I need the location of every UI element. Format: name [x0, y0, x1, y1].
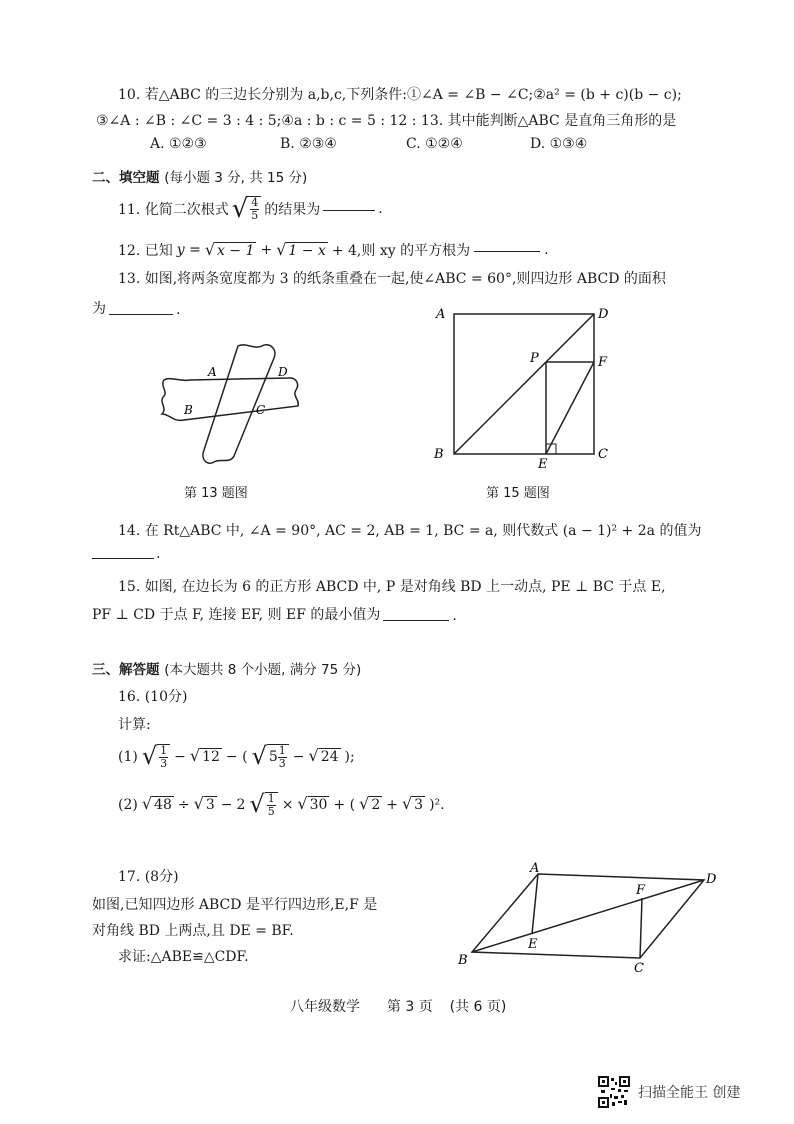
q16-p1-label: (1): [118, 748, 138, 765]
figure-17: [454, 858, 724, 978]
fig17-label-c: C: [634, 961, 644, 976]
q14-line2: [92, 546, 160, 562]
fig15-label-b: B: [434, 447, 444, 462]
q12-end: .: [544, 242, 549, 258]
q11-num: 4: [251, 196, 259, 210]
q16-part1: (1) √ $\frac{1}{3}$ − √ 12 − ( √ 5 $\frac{1}{3}$ − √ 24 );: [118, 742, 355, 770]
q10-option-c: C. ①②④: [406, 136, 463, 152]
q13-line2-prefix: 为: [92, 301, 106, 317]
fig17-label-b: B: [458, 953, 468, 968]
page-footer: [290, 996, 506, 1016]
q14-end: .: [156, 546, 161, 562]
q10-option-d: D. ①③④: [530, 136, 588, 152]
q11-end: .: [378, 201, 383, 217]
fig15-label-a: A: [436, 307, 446, 322]
q12-answer-blank: [474, 249, 540, 252]
fig15-label-e: E: [538, 457, 548, 470]
fig15-label-p: P: [530, 351, 539, 366]
q11: [118, 196, 383, 222]
fig13-label-b: B: [184, 403, 193, 417]
q17-line1: 如图,已知四边形 ABCD 是平行四边形,E,F 是: [92, 897, 378, 913]
q13-line1: 13. 如图,将两条宽度都为 3 的纸条重叠在一起,使∠ABC = 60°,则四边形 ABCD 的面积: [118, 271, 666, 287]
q16-head: 16. (10分): [118, 689, 188, 705]
fig17-label-a: A: [530, 861, 540, 876]
q15-end: .: [452, 608, 457, 624]
q16-p1-radical-12: 12: [202, 749, 220, 766]
footer-total: (共 6 页): [449, 999, 507, 1015]
q16-p1-mixed-num: 1: [278, 744, 286, 757]
q16-p1-frac-den: 3: [160, 756, 168, 770]
q13-end: .: [176, 302, 181, 318]
q11-suffix: 的结果为: [264, 202, 321, 218]
section-answer-title: [92, 658, 361, 678]
q16-intro: 计算:: [118, 717, 151, 733]
q11-prefix: 11. 化简二次根式: [118, 202, 229, 218]
section-fill-in-title: [92, 166, 307, 186]
fig15-label-c: C: [598, 447, 608, 462]
fig13-caption: 第 13 题图: [184, 486, 248, 501]
fig15-label-d: D: [598, 307, 609, 322]
q17-line2: 对角线 BD 上两点,且 DE = BF.: [92, 923, 294, 939]
q10-option-a: A. ①②③: [150, 136, 207, 152]
q12: 12. 已知 y = √ x − 1 + √ 1 − x + 4,则 xy 的平方根为 .: [118, 239, 549, 259]
fig17-label-e: E: [528, 937, 538, 952]
q16-p2-frac-num: 1: [267, 792, 275, 805]
q11-radical: √ $\frac{4}{5}$: [232, 196, 262, 222]
footer-subject: 八年级数学: [290, 999, 360, 1015]
q13-line2: [92, 298, 180, 318]
q16-p1-mixed-den: 3: [278, 756, 286, 770]
q16-p2-radical-48: 48: [154, 797, 172, 814]
q16-p1-frac-num: 1: [160, 744, 168, 757]
q13-answer-blank: [109, 312, 173, 315]
fig13-label-a: A: [208, 365, 217, 379]
fig17-label-f: F: [636, 883, 646, 898]
q12-tail: + 4,则 xy 的平方根为: [331, 243, 471, 259]
q12-radical-1: x − 1: [217, 242, 255, 259]
figure-15: [426, 300, 626, 470]
fig15-label-f: F: [598, 355, 608, 370]
section2-title: 二、填空题: [92, 170, 160, 186]
q16-p2-radical-3: 3: [205, 797, 215, 814]
scanner-watermark: [598, 1076, 740, 1108]
q17-head: 17. (8分): [118, 869, 179, 885]
q10-option-b: B. ②③④: [280, 136, 337, 152]
q12-prefix: 12. 已知: [118, 243, 173, 259]
q10-line1: 10. 若△ABC 的三边长分别为 a,b,c,下列条件:①∠A = ∠B − ∠C;②a² = (b + c)(b − c);: [118, 87, 682, 103]
q16-p1-end: );: [344, 748, 355, 765]
fig17-label-d: D: [706, 872, 717, 887]
q11-den: 5: [251, 209, 259, 222]
q16-p2-frac-den: 5: [267, 804, 275, 818]
q15-line1: 15. 如图, 在边长为 6 的正方形 ABCD 中, P 是对角线 BD 上一动点, PE ⊥ BC 于点 E,: [118, 579, 666, 595]
fig15-caption: 第 15 题图: [486, 486, 550, 501]
q16-p1-radical-24: 24: [320, 749, 339, 766]
q10-line2: ③∠A : ∠B : ∠C = 3 : 4 : 5;④a : b : c = 5 : 12 : 13. 其中能判断△ABC 是直角三角形的是: [96, 113, 677, 129]
fig13-label-c: C: [256, 403, 266, 417]
q14-answer-blank: [92, 556, 154, 559]
q16-p2-radical-2: 2: [371, 797, 381, 814]
q17-line3: 求证:△ABE≌△CDF.: [118, 949, 249, 965]
q16-part2: (2) √ 48 ÷ √ 3 − 2 √ $\frac{1}{5}$ × √ 30 + ( √ 2 + √ 3 )².: [118, 790, 445, 818]
q16-p2-radical-30: 30: [309, 797, 328, 814]
footer-page: 第 3 页: [386, 999, 433, 1015]
section3-title: 三、解答题: [92, 662, 160, 678]
figure-13: [150, 338, 310, 468]
q16-p2-radical-3b: 3: [414, 797, 424, 814]
fig13-label-d: D: [278, 365, 288, 379]
q14-line1: 14. 在 Rt△ABC 中, ∠A = 90°, AC = 2, AB = 1, BC = a, 则代数式 (a − 1)² + 2a 的值为: [118, 523, 702, 539]
q15-line2: [92, 604, 457, 624]
q15-answer-blank: [383, 618, 449, 621]
qr-code-icon: [598, 1076, 630, 1108]
q16-p2-label: (2): [118, 796, 138, 813]
q12-y: y =: [176, 242, 201, 258]
q11-answer-blank: [323, 208, 375, 211]
q12-radical-2: 1 − x: [288, 242, 326, 259]
section2-note: (每小题 3 分, 共 15 分): [164, 170, 308, 186]
q15-line2-text: PF ⊥ CD 于点 F, 连接 EF, 则 EF 的最小值为: [92, 607, 381, 623]
watermark-text: 扫描全能王 创建: [638, 1085, 741, 1101]
q16-p2-coef: 2: [236, 796, 246, 813]
q16-p2-end: )².: [429, 796, 445, 813]
section3-note: (本大题共 8 个小题, 满分 75 分): [164, 662, 362, 678]
q16-p1-mixed-whole: 5: [268, 749, 278, 766]
